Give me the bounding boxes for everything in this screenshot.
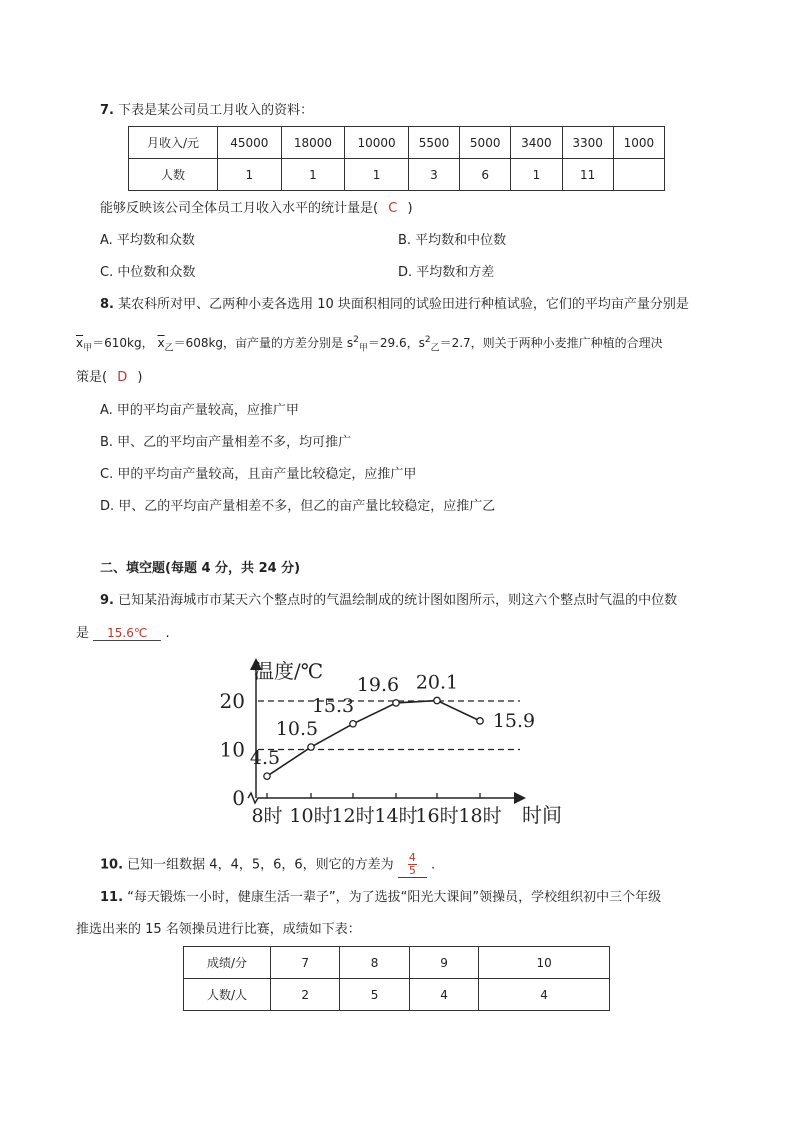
- table-cell: 8: [340, 947, 409, 979]
- data-point: [477, 718, 483, 724]
- q8-eq2: ＝608kg，亩产量的方差分别是 s: [173, 336, 354, 350]
- table-header-cell: 成绩/分: [184, 947, 271, 979]
- data-point: [264, 773, 270, 779]
- x-tick-label: 14时: [374, 805, 418, 827]
- x-tick-label: 16时: [415, 805, 459, 827]
- q8-eq4: ＝2.7，则关于两种小麦推广种植的合理决: [439, 336, 663, 350]
- q8-answer: D: [117, 370, 128, 385]
- q11-number: 11.: [100, 890, 124, 905]
- data-label: 10.5: [275, 718, 319, 741]
- section-2-title: 二、填空题(每题 4 分，共 24 分): [100, 561, 301, 576]
- q10-answer-fraction: [408, 852, 417, 877]
- chart-labels: [220, 659, 562, 827]
- q8-sq-1: 2: [353, 335, 359, 345]
- q7-option-c[interactable]: C. 中位数和众数: [100, 265, 196, 280]
- q7-question-close: ): [407, 201, 413, 216]
- q9-number: 9.: [100, 593, 114, 608]
- table-cell: 5500: [408, 127, 459, 159]
- data-point: [308, 744, 314, 750]
- table-cell: 4: [409, 979, 478, 1011]
- table-cell: 3: [408, 159, 459, 191]
- q8-sub-jia-2: 甲: [358, 343, 368, 354]
- table-cell: 5: [340, 979, 409, 1011]
- table-cell: 1000: [613, 127, 664, 159]
- table-cell: 3300: [562, 127, 613, 159]
- q8-option-b[interactable]: B. 甲、乙的平均亩产量相差不多，均可推广: [100, 435, 352, 450]
- data-point: [434, 697, 440, 703]
- table-cell: 7: [271, 947, 340, 979]
- q7-number: 7.: [100, 103, 114, 118]
- table-cell: 9: [409, 947, 478, 979]
- q9-line2-close: .: [165, 626, 170, 641]
- table-cell: 45000: [218, 127, 282, 159]
- data-label: 20.1: [415, 671, 459, 694]
- table-cell: 1: [218, 159, 282, 191]
- q10-line: [100, 852, 435, 878]
- q9-line1-text: 已知某沿海城市市某天六个整点时的气温绘制成的统计图如图所示，则这六个整点时气温的中位数: [118, 593, 678, 608]
- q10-answer-numerator: 4: [408, 851, 416, 864]
- data-label: 15.9: [492, 709, 536, 732]
- q7-answer: C: [388, 201, 398, 216]
- x-tick-label: 8时: [251, 805, 283, 827]
- q8-option-c[interactable]: C. 甲的平均亩产量较高，且亩产量比较稳定，应推广甲: [100, 467, 417, 482]
- data-point: [350, 721, 356, 727]
- q8-x-bar-jia: $\overline{x}$: [76, 336, 84, 350]
- q8-sq-2: 2: [424, 335, 431, 345]
- q11-line1: [100, 889, 661, 907]
- data-label: 4.5: [249, 747, 281, 770]
- data-label: 19.6: [356, 673, 400, 696]
- x-tick-label: 12时: [331, 805, 375, 827]
- x-tick-label: 10时: [289, 805, 333, 827]
- y-tick-label: 0: [232, 786, 245, 810]
- q9-answer: 15.6℃: [93, 626, 161, 641]
- table-cell: 5000: [460, 127, 511, 159]
- table-cell: 1: [511, 159, 562, 191]
- q11-line1-text: “每天锻炼一小时，健康生活一辈子”，为了选拔“阳光大课间”领操员，学校组织初中三个年级: [127, 890, 662, 905]
- q7-option-d[interactable]: D. 平均数和方差: [398, 265, 495, 280]
- q7-option-a[interactable]: A. 平均数和众数: [100, 233, 195, 248]
- chart-series: [264, 694, 483, 798]
- q8-sub-yi: 乙: [164, 343, 174, 354]
- table-header-cell: 月收入/元: [129, 127, 218, 159]
- data-point: [393, 700, 399, 706]
- table-cell: 11: [562, 159, 613, 191]
- q8-eq1: ＝610kg，: [92, 336, 154, 350]
- table-cell: 6: [460, 159, 511, 191]
- y-tick-label: 20: [219, 689, 245, 713]
- x-axis-label: 时间: [522, 803, 562, 827]
- y-tick-label: 10: [219, 737, 245, 762]
- q8-line1-text: 某农科所对甲、乙两种小麦各选用 10 块面积相同的试验田进行种植试验，它们的平均亩产量分别是: [118, 297, 689, 312]
- q8-eq3: ＝29.6，s: [367, 336, 425, 350]
- y-axis-label: 温度/℃: [254, 659, 324, 683]
- table-cell: 4: [479, 979, 610, 1011]
- q8-line3-text: 策是(: [76, 370, 108, 385]
- q7-stem-text: 下表是某公司员工月收入的资料：: [118, 103, 314, 118]
- table-row: [184, 979, 610, 1011]
- q10-answer-blank: [398, 852, 427, 878]
- table-cell: 10000: [345, 127, 409, 159]
- table-cell: 3400: [511, 127, 562, 159]
- q11-score-table: [183, 946, 610, 1011]
- q8-option-d[interactable]: D. 甲、乙的平均亩产量相差不多，但乙的亩产量比较稳定，应推广乙: [100, 499, 496, 514]
- table-row: [184, 947, 610, 979]
- q8-sub-jia: 甲: [83, 343, 93, 354]
- x-tick-label: 18时: [458, 805, 502, 827]
- q10-number: 10.: [100, 857, 124, 873]
- data-label: 15.3: [311, 694, 355, 717]
- q8-line3-close: ): [137, 370, 143, 385]
- q7-question-text: 能够反映该公司全体员工月收入水平的统计量是(: [100, 201, 379, 216]
- table-cell: 2: [271, 979, 340, 1011]
- q11-line2: 推选出来的 15 名领操员进行比赛，成绩如下表：: [76, 922, 361, 937]
- table-header-cell: 人数: [129, 159, 218, 191]
- q9-line2-text: 是: [76, 626, 90, 641]
- q8-x-bar-yi: $\overline{x}$: [157, 336, 165, 350]
- table-cell: 1: [345, 159, 409, 191]
- q7-option-b[interactable]: B. 平均数和中位数: [398, 233, 507, 248]
- table-cell: 10: [479, 947, 610, 979]
- table-header-cell: 人数/人: [184, 979, 271, 1011]
- q8-number: 8.: [100, 297, 114, 312]
- q10-text: 已知一组数据 4，4，5，6，6，则它的方差为: [127, 857, 394, 873]
- q8-sub-yi-2: 乙: [430, 343, 440, 354]
- q10-text-end: .: [430, 857, 436, 873]
- table-cell: 18000: [281, 127, 345, 159]
- table-cell: 1: [281, 159, 345, 191]
- q8-option-a[interactable]: A. 甲的平均亩产量较高，应推广甲: [100, 403, 299, 418]
- q10-answer-denominator: 5: [408, 864, 416, 877]
